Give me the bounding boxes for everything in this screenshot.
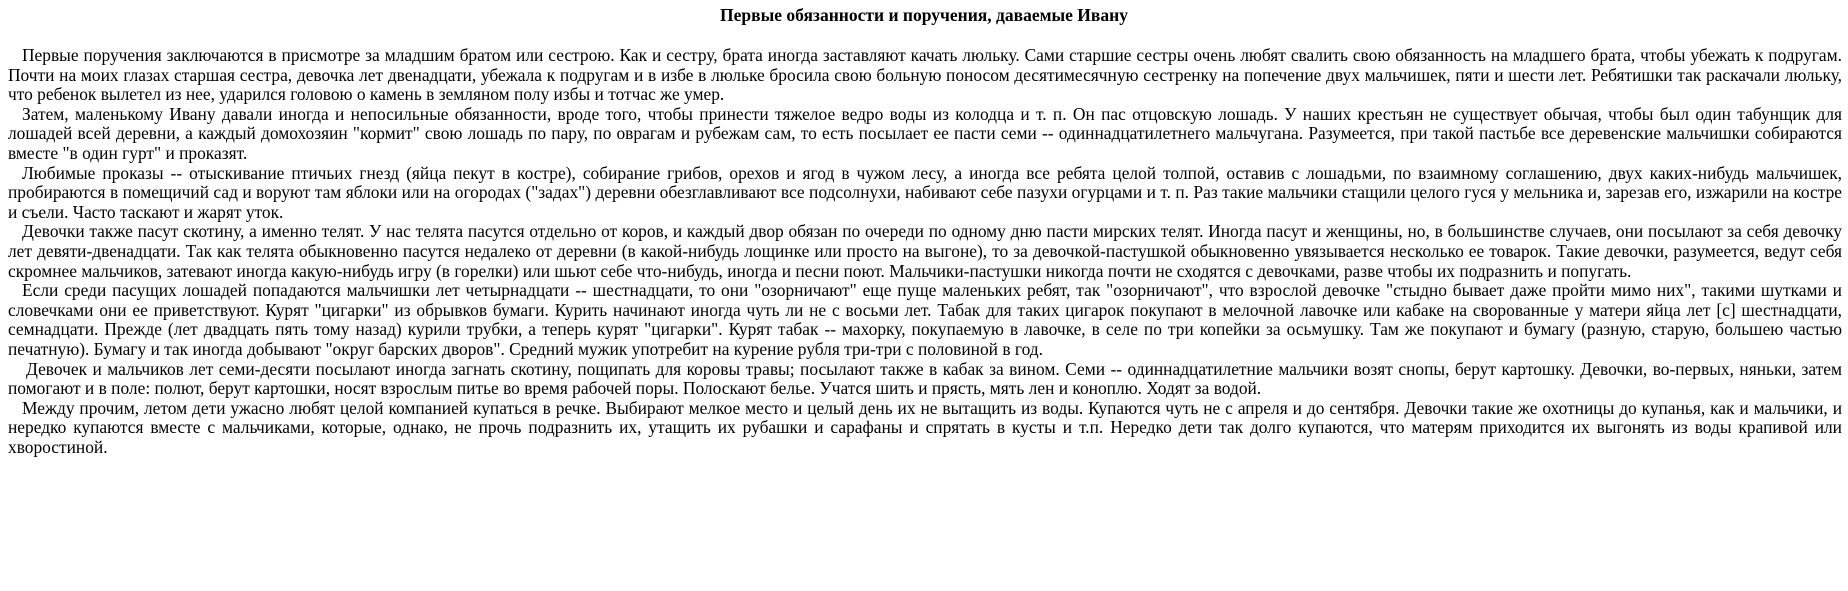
paragraph-first-errands: Первые поручения заключаются в присмотре за младшим братом или сестрою. Как и сестру, брата иногда заставляют качать люльку. Сами старшие сестры очень любят свалить свою обязанность на младшего брата, чтобы убежать к подругам. Почти на моих глазах старшая сестра, девочка лет двенадцати, убежала к подругам и в избе в люльке бросила свою больную поносом десятимесячную сестренку на попечение двух мальчишек, пяти и шести лет. Ребятишки так раскачали люльку, что ребенок вылетел из нее, ударился головою о камень в земляном полу избы и тотчас же умер. — [8, 45, 1842, 105]
paragraph-pranks: Любимые проказы -- отыскивание птичьих гнезд (яйца пекут в костре), собирание грибов, орехов и ягод в чужом лесу, а иногда все ребята целой толпой, оставив с лошадьми, по взаимному соглашению, двух каких-нибудь мальчишек, пробираются в помещичий сад и воруют там яблоки или на огородах ("задах") деревни обезглавливают все подсолнухи, набивают себе пазухи огурцами и т. п. Раз такие мальчики стащили целого гуся у мельника и, зарезав его, изжарили на костре и съели. Часто таскают и жарят уток. — [8, 162, 1842, 222]
paragraph-chores: Девочек и мальчиков лет семи-десяти посылают иногда загнать скотину, пощипать для коровы травы; посылают также в кабак за вином. Семи -- одиннадцатилетние мальчики возят снопы, берут картошку. Девочки, во-первых, няньки, затем помогают и в поле: полют, берут картошки, носят взрослым питье во время рабочей поры. Полоскают белье. Учатся шить и прясть, мять лен и коноплю. Ходят за водой. — [8, 358, 1842, 399]
paragraph-bathing: Между прочим, летом дети ужасно любят целой компанией купаться в речке. Выбирают мелкое место и целый день их не вытащить из воды. Купаются чуть не с апреля и до сентября. Девочки такие же охотницы до купанья, как и мальчики, и нередко купаются вместе с мальчиками, которые, однако, не прочь подразнить их, утащить их рубашки и сарафаны и спрятать в кусты и т.п. Нередко дети так долго купаются, что матерям приходится их выгонять из воды крапивой или хворостиной. — [8, 397, 1842, 457]
paragraph-teen-boys: Если среди пасущих лошадей попадаются мальчишки лет четырнадцати -- шестнадцати, то они "озорничают" еще пуще маленьких ребят, так "озорничают", что взрослой девочке "стыдно бывает даже пройти мимо них", такими шутками и словечками они ее приветствуют. Курят "цигарки" из обрывков бумаги. Курить начинают иногда чуть ли не с восьми лет. Табак для таких цигарок покупают в мелочной лавочке или кабаке на своровaнные у матери яйца лет [с] шестнадцати, семнадцати. Прежде (лет двадцать пять тому назад) курили трубки, а теперь курят "цигарки". Курят табак -- махорку, покупаемую в лавочке, в селе по три копейки за осьмушку. Там же покупают и бумагу (разную, старую, большею частью печатную). Бумагу и так иногда добывают "округ барских дворов". Средний мужик употребит на курение рубля три-три с половиной в год. — [8, 280, 1842, 359]
document-title: Первые обязанности и поручения, даваемые Ивану — [720, 5, 1128, 25]
paragraph-girls-herding: Девочки также пасут скотину, а именно телят. У нас телята пасутся отдельно от коров, и каждый двор обязан по очереди по одному дню пасти мирских телят. Иногда пасут и женщины, но, в большинстве случаев, они посылают за себя девочку лет девяти-двенадцати. Так как телята обыкновенно пасутся недалеко от деревни (в какой-нибудь лощинке или просто на выгоне), то за девочкой-пастушкой обыкновенно увязывается несколько ее товарок. Такие девочки, разумеется, ведут себя скромнее мальчиков, затевают иногда какую-нибудь игру (в горелки) или шьют себе что-нибудь, иногда и песни поют. Мальчики-пастушки никогда почти не сходятся с девочками, разве чтобы их подразнить и попугать. — [8, 221, 1842, 281]
paragraph-heavy-duties: Затем, маленькому Ивану давали иногда и непосильные обязанности, вроде того, чтобы принести тяжелое ведро воды из колодца и т. п. Он пас отцовскую лошадь. У наших крестьян не существует обычая, чтобы был один табунщик для лошадей всей деревни, а каждый домохозяин "кормит" свою лошадь по пару, по оврагам и рубежам сам, то есть посылает ее пасти семи -- одиннадцатилетнего мальчугана. Разумеется, при такой пастьбе все деревенские мальчишки собираются вместе "в один гурт" и проказят. — [8, 103, 1842, 163]
document-body — [8, 46, 1842, 457]
